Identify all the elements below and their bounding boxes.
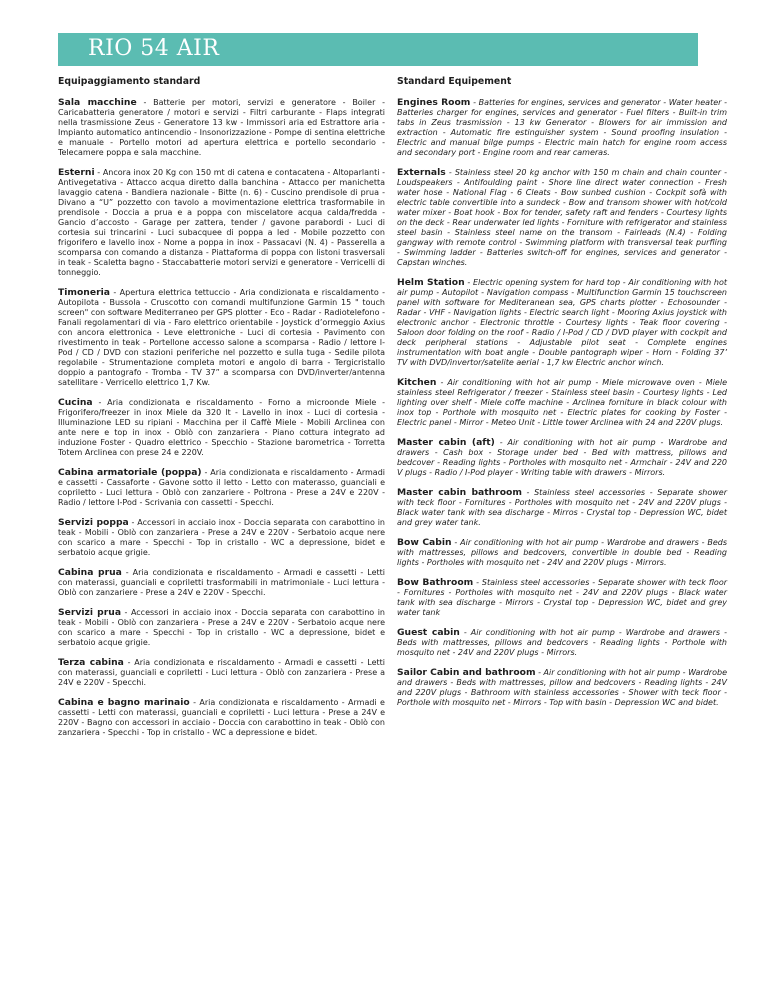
english-heading: Standard Equipement (397, 76, 512, 87)
section-label: Bow Bathroom (397, 577, 474, 588)
spec-section (397, 578, 727, 618)
italian-column (58, 76, 385, 748)
section-label: Master cabin (aft) (397, 437, 495, 448)
spec-section (58, 288, 385, 388)
section-label: Helm Station (397, 277, 465, 288)
section-label: Sala macchine (58, 97, 137, 108)
spec-section (58, 98, 385, 158)
spec-section (397, 378, 727, 428)
spec-section (397, 538, 727, 568)
section-label: Engines Room (397, 97, 471, 108)
spec-section (397, 488, 727, 528)
section-label: Guest cabin (397, 627, 460, 638)
section-text: - Aria condizionata e riscaldamento - Forno a microonde Miele - Frigorifero/freezer in inox Miele da 320 lt - Lavello in inox - Luci di cortesia - Illuminazione LED su ripiani - Macchina per il Caffè Miele - Mobili Arclinea con ante nere e top in inox - Oblò con zanzariera - Piano cottura integrato ad induzione Foster - Quadro elettrico - Specchio - Stazione barometrica - Torretta Totem Arclinea con prese 24 e 220V. (58, 398, 385, 457)
section-text: - Electric opening system for hard top - Air conditioning with hot air pump - Autopilot - Navigation compass - Multifunction Garmin 15 touchscreen panel with software for Mediteranean sea, GPS charts plotter - Echosounder - Radar - VHF - Navigation lights - Electric search light - Mooring Axius joystick with electronic anchor - Electronic throttle - Courtesy lights - Teak floor covering - Saloon door folding on the roof - Radio / I-Pod / CD / DVD player with cockpit and deck peripheral stations - Adjustable pilot seat - Complete engines instrumentation with boat angle - Double pantograph wiper - Horn - Folding 37’ TV with DVD/invertor/satelite aerial - 1,7 kw Electric anchor winch. (397, 278, 727, 367)
section-text: - Air conditioning with hot air pump - Miele microwave oven - Miele stainless steel Refrigerator / freezer - Stainless steel basin - Courtesy lights - Led lighting over shelf - Miele coffe machine - Arclinea forniture in black colour with inox top - Porthole with mosquito net - Electric plates for cooking by Foster - Electric panel - Mirror - Meteo Unit - Little tower Arclinea with 24 and 220V plugs. (397, 378, 727, 427)
section-label: Cabina e bagno marinaio (58, 697, 190, 708)
english-sections (397, 98, 727, 708)
section-text: - Accessori in acciaio inox - Doccia separata con carabottino in teak - Mobili - Oblò con zanzariera - Prese a 24V e 220V - Serbatoio acque nere con scarico a mare - Specchi - Top in cristallo - WC a depressione, bidet e serbatoio acque grigie. (58, 518, 385, 557)
section-text: - Aria condizionata e riscaldamento - Armadi e cassetti - Cassaforte - Gavone sotto il letto - Letto con materasso, guanciali e copriletto - Luci lettura - Oblò con zanzariere - Poltrona - Prese a 24V e 220V - Radio / lettore I-Pod - Scrivania con cassetti - Specchi. (58, 468, 385, 507)
section-text: - Stainless steel 20 kg anchor with 150 m chain and chain counter - Loudspeakers - Antifoulding paint - Shore line direct water connection - Fresh water hose - National Flag - 6 Cleats - Bow sunbed cushion - Cockpit sofà with electric table convertible into a sundeck - Bow and transom shower with hot/cold water mixer - Boat hook - Box for tender, safety raft and fenders - Courtesy lights on the deck - Rear underwater led lights - Forniture with refrigerator and stainless steel basin - Stainless steel name on the transom - Fairleads (N.4) - Folding gangway with remote control - Swimming platform with transversal teak purfling - Swimming ladder - Batteries switch-off for engines, services and generator - Capstan winches. (397, 168, 727, 267)
spec-section (58, 608, 385, 648)
section-label: Cabina prua (58, 567, 122, 578)
section-label: Cabina armatoriale (poppa) (58, 467, 202, 478)
section-label: Servizi prua (58, 607, 122, 618)
section-label: Terza cabina (58, 657, 124, 668)
section-text: - Air conditioning with hot air pump - Wardrobe and drawers - Beds with mattresses, pillows and bedcovers, convertible in double bed - Reading lights - Portholes with mosquito net - 24V and 220V plugs - Mirrors. (397, 538, 727, 567)
italian-heading: Equipaggiamento standard (58, 76, 201, 87)
section-text: - Aria condizionata e riscaldamento - Armadi e cassetti - Letti con materassi, guanciali e copriletti - Luci lettura - Prese a 24V e 220V - Bagno con accessori in acciaio - Doccia con carabottino in teak - Oblò con zanzariera - Specchi - Top in cristallo - WC a depressione e bidet. (58, 698, 385, 737)
spec-section (58, 568, 385, 598)
section-text: - Aria condizionata e riscaldamento - Armadi e cassetti - Letti con materassi, guanciali e copriletti trasformabili in matrimoniale - Luci lettura - Oblò con zanzariere - Prese a 24V e 220V - Specchi. (58, 568, 385, 597)
section-text: - Batteries for engines, services and generator - Water heater - Batteries charger for engines, services and generator - Fuel filters - Built-in trim tabs in Zeus trasmission - 13 kw Generator - Blowers for air immission and extraction - Automatic fire estinguisher system - Sound proofing insulation - Electric and manual bilge pumps - Electric main hatch for engine room access and secondary port - Engine room and rear cameras. (397, 98, 727, 157)
section-label: Servizi poppa (58, 517, 129, 528)
spec-section (397, 168, 727, 268)
spec-section (58, 658, 385, 688)
italian-sections (58, 98, 385, 738)
section-label: Bow Cabin (397, 537, 452, 548)
section-text: - Air conditioning with hot air pump - Wardrobe and drawers - Beds with mattresses, pillow and bedcovers - Reading lights - 24V and 220V plugs - Bathroom with stainless accessories - Shower with teck floor - Porthole with mosquito net - Mirrors - Top with basin - Depression WC and bidet. (397, 668, 727, 707)
spec-section (397, 98, 727, 158)
title-banner (58, 33, 698, 66)
section-label: Timoneria (58, 287, 110, 298)
section-label: Kitchen (397, 377, 437, 388)
section-text: - Batterie per motori, servizi e generatore - Boiler - Caricabatteria generatore / motori e servizi - Filtri carburante - Flaps integrati nella trasmissione Zeus - Generatore 13 kw - Immissori aria ed Estrattore aria - Impianto automatico antincendio - Insonorizzazione - Pompe di sentina elettriche e manuale - Portello motori ad apertura elettrica e portello secondario - Telecamere poppa e sala macchine. (58, 98, 386, 157)
spec-section (58, 398, 385, 458)
spec-section (397, 438, 727, 478)
section-text: - Ancora inox 20 Kg con 150 mt di catena e contacatena - Altoparlanti - Antivegetativa - Attacco acqua diretto dalla banchina - Attacco per manichetta lavaggio catena - Bandiera nazionale - Bitte (n. 6) - Cuscino prendisole di prua - Divano a “U” pozzetto con tavolo a movimentazione elettrica trasformabile in prendisole - Doccia a prua e a poppa con miscelatore acqua calda/fredda - Gancio d’accosto - Garage per zattera, tender / gavone parabordi - Luci di cortesia sui trincarini - Luci subacquee di poppa a led - Mobile pozzetto con frigorifero e lavello inox - Nome a poppa in inox - Passacavi (N. 4) - Passerella a scomparsa con comando a distanza - Piattaforma di poppa con listoni trasversali in teak - Scaletta bagno - Staccabatterie motori servizi e generatore - Verricelli di tonneggio. (58, 168, 385, 277)
spec-section (397, 278, 727, 368)
section-label: Sailor Cabin and bathroom (397, 667, 536, 678)
section-text: - Stainless steel accessories - Separate shower with teck floor - Fornitures - Portholes with mosquito net - 24V and 220V plugs - Black water tank with sea discharge - Mirrors - Crystal top - Depression WC, bidet and grey water tank (397, 578, 727, 617)
spec-section (58, 168, 385, 278)
section-text: - Air conditioning with hot air pump - Wardrobe and drawers - Cash box - Storage under bed - Bed with mattress, pillows and bedcover - Reading lights - Portholes with mosquito net - Armchair - 24V and 220 V plugs - Radio / I-Pod player - Writing table with drawers - Mirrors. (397, 438, 728, 477)
section-text: - Stainless steel accessories - Separate shower with teck floor - Fornitures - Portholes with mosquito net - 24V and 220V plugs - Black water tank with sea discharge - Mirros - Crystal top - Depression WC, bidet and grey water tank. (397, 488, 727, 527)
spec-section (397, 628, 727, 658)
section-label: Master cabin bathroom (397, 487, 522, 498)
section-text: - Accessori in acciaio inox - Doccia separata con carabottino in teak - Mobili - Oblò con zanzariera - Prese a 24V e 220V - Serbatoio acque nere con scarico a mare - Specchi - Top in cristallo - WC a depressione, bidet e serbatoio acque grigie. (58, 608, 385, 647)
section-text: - Air conditioning with hot air pump - Wardrobe and drawers - Beds with mattresses, pillows and bedcovers - Reading lights - Porthole with mosquito net - 24V and 220V plugs - Mirrors. (397, 628, 727, 657)
section-label: Esterni (58, 167, 95, 178)
english-column (397, 76, 727, 718)
section-label: Cucina (58, 397, 93, 408)
document-title: RIO 54 AIR (88, 36, 220, 61)
spec-section (397, 668, 727, 708)
spec-section (58, 518, 385, 558)
section-text: - Apertura elettrica tettuccio - Aria condizionata e riscaldamento - Autopilota - Bussola - Cruscotto con comandi multifunzione Garmin 15 " touch screen" con software Mediterraneo per GPS plotter - Eco - Radar - Radiotelefono - Fanali regolamentari di via - Faro elettrico orientabile - Joystick d’ormeggio Axius con ancora elettronica - Leve elettroniche - Luci di cortesia - Pavimento con rivestimento in teak - Portellone accesso salone a scomparsa - Radio / lettore I-Pod / CD / DVD con stazioni periferiche nel pozzetto e sulla tuga - Sedile pilota regolabile - Strumentazione completa motori e angolo di barra - Tergicristallo doppio a pantografo - Tromba - TV 37” a scomparsa con DVD/inverter/antenna satellitare - Verricello elettrico 1,7 Kw. (58, 288, 385, 387)
section-text: - Aria condizionata e riscaldamento - Armadi e cassetti - Letti con materassi, guanciali e copriletti - Luci lettura - Oblò con zanzariera - Prese a 24V e 220V - Specchi. (58, 658, 386, 687)
spec-section (58, 468, 385, 508)
section-label: Externals (397, 167, 446, 178)
spec-section (58, 698, 385, 738)
